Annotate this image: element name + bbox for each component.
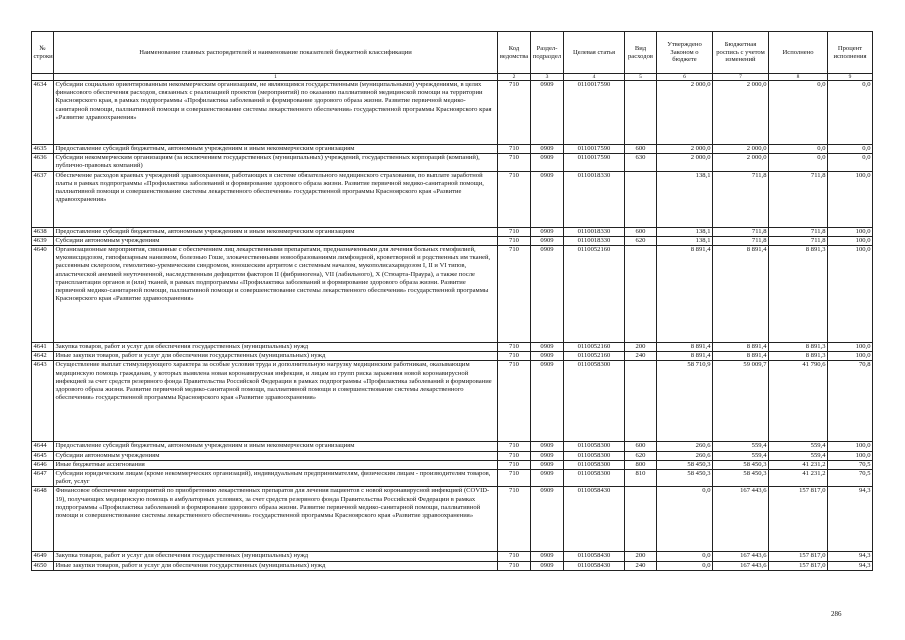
row-dept-code: 710 — [498, 343, 531, 352]
header-expense-type: Вид расходов — [625, 32, 657, 74]
row-budget-list: 2 000,0 — [713, 145, 769, 154]
row-number: 4645 — [32, 451, 54, 460]
row-approved: 0,0 — [657, 561, 713, 570]
row-name: Иные закупки товаров, работ и услуг для обеспечения государственных (муниципальных) нужд — [54, 561, 498, 570]
header-name: Наименование главных распорядителей и наименование показателей бюджетной классификации — [54, 32, 498, 74]
row-name: Осуществление выплат стимулирующего характера за особые условия труда и дополнительную нагрузку медицинским работникам, оказывающим медицинскую помощь гражданам, у которых выявлена новая коронавирусная инфекция, и лицам из групп риска заражения новой коронавирусной инфекцией за счет средств резервного фонда Правительства Российской Федерации в рамках подпрограммы «Профилактика заболеваний и формирование здорового образа жизни. Развитие первичной медико-санитарной помощи, паллиативной помощи и совершенствование системы лекарственного обеспечения» государственной программы Красноярского края «Развитие здравоохранения» — [54, 361, 498, 442]
row-name: Иные закупки товаров, работ и услуг для обеспечения государственных (муниципальных) нужд — [54, 352, 498, 361]
row-expense-type: 800 — [625, 460, 657, 469]
row-expense-type: 240 — [625, 561, 657, 570]
column-number: 4 — [564, 74, 625, 81]
row-name: Субсидии автономным учреждениям — [54, 451, 498, 460]
row-percent: 100,0 — [828, 352, 873, 361]
row-dept-code: 710 — [498, 470, 531, 487]
row-section: 0909 — [531, 246, 564, 343]
row-budget-list: 8 891,4 — [713, 343, 769, 352]
row-section: 0909 — [531, 145, 564, 154]
row-budget-list: 8 891,4 — [713, 352, 769, 361]
row-number: 4648 — [32, 487, 54, 552]
row-executed: 157 817,0 — [769, 561, 828, 570]
row-dept-code: 710 — [498, 451, 531, 460]
row-executed: 711,8 — [769, 227, 828, 236]
table-row — [32, 487, 873, 552]
row-percent: 100,0 — [828, 246, 873, 343]
row-section: 0909 — [531, 451, 564, 460]
header-target: Целевая статья — [564, 32, 625, 74]
row-section: 0909 — [531, 81, 564, 145]
row-budget-list: 167 443,6 — [713, 561, 769, 570]
row-number: 4636 — [32, 154, 54, 171]
row-percent: 100,0 — [828, 451, 873, 460]
row-dept-code: 710 — [498, 154, 531, 171]
row-approved: 58 710,9 — [657, 361, 713, 442]
column-number — [32, 74, 54, 81]
row-budget-list: 559,4 — [713, 451, 769, 460]
row-percent: 94,3 — [828, 552, 873, 561]
row-percent: 100,0 — [828, 343, 873, 352]
row-section: 0909 — [531, 154, 564, 171]
row-expense-type: 620 — [625, 451, 657, 460]
row-number: 4640 — [32, 246, 54, 343]
row-dept-code: 710 — [498, 246, 531, 343]
column-number: 8 — [769, 74, 828, 81]
row-executed: 41 231,2 — [769, 470, 828, 487]
row-percent: 94,3 — [828, 487, 873, 552]
row-section: 0909 — [531, 227, 564, 236]
row-name: Предоставление субсидий бюджетным, автономным учреждениям и иным некоммерческим организациям — [54, 227, 498, 236]
table-row — [32, 451, 873, 460]
header-section: Раздел-подраздел — [531, 32, 564, 74]
row-name: Финансовое обеспечение мероприятий по приобретению лекарственных препаратов для лечения пациентов с новой коронавирусной инфекцией (COVID-19), получающих медицинскую помощь в амбулаторных условиях, за счет средств резервного фонда Правительства Российской Федерации в рамках подпрограммы «Профилактика заболеваний и формирование здорового образа жизни. Развитие первичной медико-санитарной помощи, паллиативной помощи и совершенствование системы лекарственного обеспечения» государственной программы Красноярского края «Развитие здравоохранения» — [54, 487, 498, 552]
table-row — [32, 171, 873, 227]
row-approved: 8 891,4 — [657, 352, 713, 361]
row-section: 0909 — [531, 236, 564, 245]
row-budget-list: 2 000,0 — [713, 154, 769, 171]
row-section: 0909 — [531, 552, 564, 561]
column-number-row — [32, 74, 873, 81]
row-executed: 711,8 — [769, 171, 828, 227]
row-executed: 559,4 — [769, 451, 828, 460]
row-percent: 100,0 — [828, 227, 873, 236]
row-name: Предоставление субсидий бюджетным, автономным учреждениям и иным некоммерческим организациям — [54, 442, 498, 451]
row-budget-list: 711,8 — [713, 236, 769, 245]
row-expense-type: 810 — [625, 470, 657, 487]
header-percent: Процент исполнения — [828, 32, 873, 74]
table-row — [32, 154, 873, 171]
row-executed: 157 817,0 — [769, 552, 828, 561]
row-dept-code: 710 — [498, 227, 531, 236]
row-target: 0110018330 — [564, 227, 625, 236]
header-executed: Исполнено — [769, 32, 828, 74]
row-approved: 58 450,3 — [657, 470, 713, 487]
row-name: Субсидии автономным учреждениям — [54, 236, 498, 245]
row-target: 0110018330 — [564, 236, 625, 245]
row-approved: 138,1 — [657, 171, 713, 227]
row-executed: 157 817,0 — [769, 487, 828, 552]
row-approved: 2 000,0 — [657, 81, 713, 145]
row-percent: 70,5 — [828, 470, 873, 487]
row-percent: 70,8 — [828, 361, 873, 442]
row-expense-type: 600 — [625, 442, 657, 451]
table-row — [32, 361, 873, 442]
row-budget-list: 167 443,6 — [713, 487, 769, 552]
row-target: 0110018330 — [564, 171, 625, 227]
column-number: 2 — [498, 74, 531, 81]
header-approved: Утверждено Законом о бюджете — [657, 32, 713, 74]
row-approved: 138,1 — [657, 236, 713, 245]
row-approved: 2 000,0 — [657, 154, 713, 171]
row-expense-type: 620 — [625, 236, 657, 245]
row-expense-type — [625, 246, 657, 343]
table-body — [32, 81, 873, 571]
row-number: 4637 — [32, 171, 54, 227]
row-number: 4638 — [32, 227, 54, 236]
row-expense-type: 600 — [625, 227, 657, 236]
row-budget-list: 711,8 — [713, 171, 769, 227]
row-approved: 260,6 — [657, 451, 713, 460]
table-header-row — [32, 32, 873, 74]
column-number: 1 — [54, 74, 498, 81]
table-row — [32, 145, 873, 154]
row-number: 4649 — [32, 552, 54, 561]
column-number: 7 — [713, 74, 769, 81]
row-dept-code: 710 — [498, 460, 531, 469]
row-budget-list: 8 891,4 — [713, 246, 769, 343]
row-target: 0110058300 — [564, 470, 625, 487]
page-number: 286 — [831, 610, 842, 618]
row-target: 0110017590 — [564, 145, 625, 154]
row-target: 0110052160 — [564, 343, 625, 352]
row-target: 0110058300 — [564, 451, 625, 460]
row-section: 0909 — [531, 470, 564, 487]
table-row — [32, 442, 873, 451]
row-dept-code: 710 — [498, 145, 531, 154]
row-target: 0110058300 — [564, 361, 625, 442]
row-percent: 94,3 — [828, 561, 873, 570]
row-executed: 0,0 — [769, 145, 828, 154]
row-name: Субсидии социально ориентированным некоммерческим организациям, не являющимся государственными (муниципальными) учреждениями, в целях финансового обеспечения расходов, связанных с реализацией проектов (мероприятий) по оказанию паллиативной медицинской помощи на территории Красноярского края, в рамках подпрограммы «Профилактика заболеваний и формирование здорового образа жизни. Развитие первичной медико-санитарной помощи, паллиативной помощи и совершенствование системы лекарственного обеспечения» государственной программы Красноярского края «Развитие здравоохранения» — [54, 81, 498, 145]
row-target: 0110017590 — [564, 81, 625, 145]
row-dept-code: 710 — [498, 561, 531, 570]
row-number: 4643 — [32, 361, 54, 442]
column-number: 6 — [657, 74, 713, 81]
row-name: Предоставление субсидий бюджетным, автономным учреждениям и иным некоммерческим организациям — [54, 145, 498, 154]
row-name: Обеспечение расходов краевых учреждений здравоохранения, работающих в системе обязательного медицинского страхования, по выплате заработной платы в рамках подпрограммы «Профилактика заболеваний и формирование здорового образа жизни. Развитие первичной медико-санитарной помощи, паллиативной помощи и совершенствование системы лекарственного обеспечения» государственной программы Красноярского края «Развитие здравоохранения» — [54, 171, 498, 227]
row-budget-list: 167 443,6 — [713, 552, 769, 561]
row-name: Иные бюджетные ассигнования — [54, 460, 498, 469]
row-section: 0909 — [531, 361, 564, 442]
table-row — [32, 352, 873, 361]
row-executed: 8 891,3 — [769, 246, 828, 343]
header-row-no: № строки — [32, 32, 54, 74]
row-target: 0110017590 — [564, 154, 625, 171]
row-target: 0110052160 — [564, 246, 625, 343]
table-row — [32, 343, 873, 352]
row-percent: 100,0 — [828, 236, 873, 245]
row-number: 4634 — [32, 81, 54, 145]
row-number: 4641 — [32, 343, 54, 352]
header-dept-code: Код ведомства — [498, 32, 531, 74]
row-name: Организационные мероприятия, связанные с обеспечением лиц лекарственными препаратами, предназначенными для лечения больных гемофилией, муковисцидозом, гипофизарным нанизмом, болезнью Гоше, злокачественными новообразованиями лимфоидной, кроветворной и родственных им тканей, рассеянным склерозом, гемолитико-уремическим синдромом, юношеским артритом с системным началом, мукополисахаридозом I, II и VI типов, апластической анемией неуточненной, наследственным дефицитом факторов II (фибриногена), VII (лабильного), X (Стюарта-Праура), а также после трансплантации органов и (или) тканей, в рамках подпрограммы «Профилактика заболеваний и формирование здорового образа жизни. Развитие первичной медико-санитарной помощи, паллиативной помощи и совершенствование системы лекарственного обеспечения» государственной программы Красноярского края «Развитие здравоохранения» — [54, 246, 498, 343]
row-approved: 2 000,0 — [657, 145, 713, 154]
row-executed: 8 891,3 — [769, 343, 828, 352]
row-name: Закупка товаров, работ и услуг для обеспечения государственных (муниципальных) нужд — [54, 343, 498, 352]
row-dept-code: 710 — [498, 236, 531, 245]
table-row — [32, 227, 873, 236]
row-expense-type: 200 — [625, 343, 657, 352]
row-target: 0110058300 — [564, 442, 625, 451]
row-executed: 711,8 — [769, 236, 828, 245]
row-percent: 70,5 — [828, 460, 873, 469]
table-row — [32, 81, 873, 145]
table-row — [32, 552, 873, 561]
row-executed: 8 891,3 — [769, 352, 828, 361]
row-approved: 8 891,4 — [657, 246, 713, 343]
row-executed: 41 790,6 — [769, 361, 828, 442]
row-name: Субсидии юридическим лицам (кроме некоммерческих организаций), индивидуальным предпринимателям, физическим лицам - производителям товаров, работ, услуг — [54, 470, 498, 487]
row-name: Субсидии некоммерческим организациям (за исключением государственных (муниципальных) учреждений, государственных корпораций (компаний), публично-правовых компаний) — [54, 154, 498, 171]
row-executed: 0,0 — [769, 154, 828, 171]
row-executed: 0,0 — [769, 81, 828, 145]
row-approved: 8 891,4 — [657, 343, 713, 352]
row-executed: 559,4 — [769, 442, 828, 451]
row-expense-type: 240 — [625, 352, 657, 361]
row-number: 4650 — [32, 561, 54, 570]
row-expense-type — [625, 361, 657, 442]
row-dept-code: 710 — [498, 361, 531, 442]
row-dept-code: 710 — [498, 81, 531, 145]
row-dept-code: 710 — [498, 487, 531, 552]
row-section: 0909 — [531, 460, 564, 469]
row-approved: 0,0 — [657, 487, 713, 552]
row-approved: 138,1 — [657, 227, 713, 236]
row-percent: 100,0 — [828, 442, 873, 451]
row-percent: 0,0 — [828, 154, 873, 171]
row-budget-list: 711,8 — [713, 227, 769, 236]
row-target: 0110058430 — [564, 487, 625, 552]
row-expense-type: 630 — [625, 154, 657, 171]
row-number: 4646 — [32, 460, 54, 469]
row-section: 0909 — [531, 561, 564, 570]
row-section: 0909 — [531, 352, 564, 361]
table-row — [32, 470, 873, 487]
row-name: Закупка товаров, работ и услуг для обеспечения государственных (муниципальных) нужд — [54, 552, 498, 561]
row-expense-type: 600 — [625, 145, 657, 154]
budget-execution-table — [31, 31, 873, 571]
row-section: 0909 — [531, 343, 564, 352]
row-expense-type — [625, 487, 657, 552]
row-target: 0110058430 — [564, 552, 625, 561]
row-budget-list: 559,4 — [713, 442, 769, 451]
row-budget-list: 58 450,3 — [713, 460, 769, 469]
row-percent: 0,0 — [828, 145, 873, 154]
row-dept-code: 710 — [498, 442, 531, 451]
row-percent: 100,0 — [828, 171, 873, 227]
column-number: 9 — [828, 74, 873, 81]
row-number: 4647 — [32, 470, 54, 487]
column-number: 3 — [531, 74, 564, 81]
table-row — [32, 246, 873, 343]
row-approved: 58 450,3 — [657, 460, 713, 469]
row-number: 4639 — [32, 236, 54, 245]
row-section: 0909 — [531, 442, 564, 451]
table-row — [32, 561, 873, 570]
row-target: 0110052160 — [564, 352, 625, 361]
row-percent: 0,0 — [828, 81, 873, 145]
row-section: 0909 — [531, 487, 564, 552]
row-expense-type — [625, 81, 657, 145]
row-executed: 41 231,2 — [769, 460, 828, 469]
table-row — [32, 460, 873, 469]
row-expense-type: 200 — [625, 552, 657, 561]
row-expense-type — [625, 171, 657, 227]
row-number: 4644 — [32, 442, 54, 451]
table-row — [32, 236, 873, 245]
header-budget-list: Бюджетная роспись с учетом изменений — [713, 32, 769, 74]
row-budget-list: 2 000,0 — [713, 81, 769, 145]
row-dept-code: 710 — [498, 171, 531, 227]
row-number: 4642 — [32, 352, 54, 361]
row-budget-list: 58 450,3 — [713, 470, 769, 487]
row-target: 0110058300 — [564, 460, 625, 469]
row-budget-list: 59 009,7 — [713, 361, 769, 442]
row-target: 0110058430 — [564, 561, 625, 570]
row-number: 4635 — [32, 145, 54, 154]
row-dept-code: 710 — [498, 552, 531, 561]
row-approved: 0,0 — [657, 552, 713, 561]
row-section: 0909 — [531, 171, 564, 227]
column-number: 5 — [625, 74, 657, 81]
row-dept-code: 710 — [498, 352, 531, 361]
row-approved: 260,6 — [657, 442, 713, 451]
